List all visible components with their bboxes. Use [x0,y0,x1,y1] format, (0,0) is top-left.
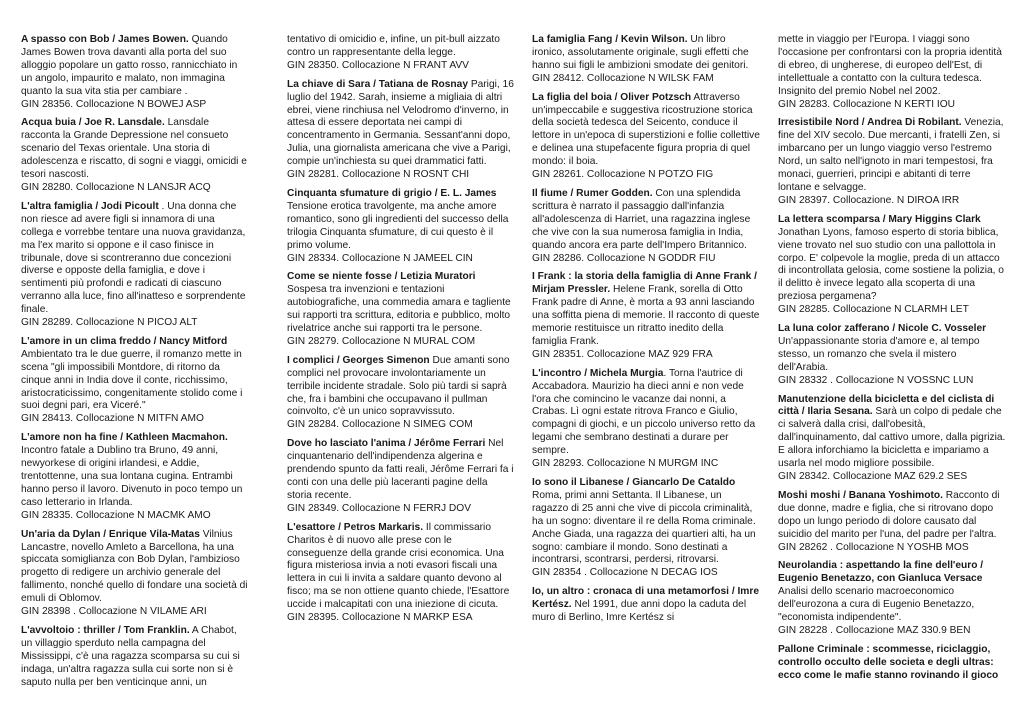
book-description: Nel cinquantenario dell'indipendenza algerina e prendendo spunto da fatti reali, Jérôme Ferrari fa i conti con una delle più laceranti pagine della storia recente. [287,438,514,501]
book-reference: GIN 28395. Collocazione N MARKP ESA [287,612,473,624]
book-reference: GIN 28279. Collocazione N MURAL COM [287,335,476,347]
book-description: Venezia, fine del XIV secolo. Due mercanti, i fratelli Zen, si imbarcano per un lungo viaggio verso l'estremo Nord, un salto nell'ignoto in mari tempestosi, fra monaci, guerrieri, principi e abitanti di terre lontane e selvagge. [778,117,1004,193]
book-description: . Una donna che non riesce ad avere figli si innamora di una collega e vorrebbe tentare una nuova gravidanza, ma l'ex marito si oppone e il caso finisce in tribunale, dove si scontreranno due concezioni diverse e opposte della famiglia, e dove i sentimenti più profondi e radicati di ciascuno verranno alla luce, fino all'inatteso e sorprendente finale. [21,200,246,316]
book-title: I complici / Georges Simenon [287,354,430,366]
book-description: Analisi dello scenario macroeconomico dell'eurozona a cura di Eugenio Benetazzo, "economista indipendente". [778,586,975,624]
book-entry [778,560,1006,637]
book-entry [21,529,249,619]
book-entry [287,355,515,432]
book-description: Vilnius Lancastre, novello Amleto a Barcellona, ha una spiccata somiglianza con Bob Dylan, l'ambizioso progetto di redigere un archivio generale del fallimento, nonché quello di fondare una società di emuli di Oblomov. [21,528,248,605]
book-description: Jonathan Lyons, famoso esperto di storia biblica, viene trovato nel suo studio con una pallottola in corpo. E' colpevole la moglie, preda di un attacco di incontrollata gelosia, come sostiene la polizia, o il delitto è invece legato alla scoperta di una preziosa pergamena? [778,226,1004,303]
book-title: L'esattore / Petros Markaris. [287,521,424,533]
book-reference: GIN 28285. Collocazione N CLARMH LET [778,304,969,316]
book-reference: GIN 28228 . Collocazione MAZ 330.9 BEN [778,624,971,636]
book-reference: GIN 28349. Collocazione N FERRJ DOV [287,502,472,514]
book-entry [778,644,1006,683]
book-reference: GIN 28342. Collocazione MAZ 629.2 SES [778,471,968,482]
book-title: Acqua buia / Joe R. Lansdale. [21,117,165,129]
book-title: Io, un altro : cronaca di una metamorfosi / Imre Kertész. [532,586,760,611]
book-description: Parigi, 16 luglio del 1942. Sarah, insieme a migliaia di altri ebrei, viene rinchiusa nel Velodromo d'inverno, in attesa di essere deportata nei campi di concentramento in Germania. Sessant'anni dopo, Julia, una giornalista americana che vive a Parigi, compie un'inchiesta su quei drammatici fatti. [287,78,514,168]
book-title: Irresistibile Nord / Andrea Di Robilant. [778,117,962,129]
book-description: Attraverso un'impeccabile e suggestiva ricostruzione storica della società tedesca del Seicento, conduce il lettore in un'epoca di superstizioni e follie collettive e delinea una stupefacente figura propria di quel mondo: il boia. [532,91,760,168]
book-entry [287,79,515,182]
book-reference: GIN 28332 . Collocazione N VOSSNC LUN [778,374,974,386]
book-description: Con una splendida scrittura è narrato il passaggio dall'infanzia all'adolescenza di Harriet, una ragazzina inglese che vive con la sua numerosa famiglia in India, quando ancora era parte dell'Impero Britannico. [532,187,751,251]
book-title: L'amore in un clima freddo / Nancy Mitford [21,335,228,347]
book-reference: GIN 28280. Collocazione N LANSJR ACQ [21,181,211,193]
book-entry [778,394,1006,484]
book-reference: GIN 28356. Collocazione N BOWEJ ASP [21,98,207,110]
book-reference: GIN 28261. Collocazione N POTZO FIG [532,169,714,181]
book-entry [21,34,249,111]
book-description: A Chabot, un villaggio sperduto nella campagna del Mississippi, c'è una ragazza scomparsa su cui si indaga, un'altra ragazza sulla cui sorte non si è saputo nulla per ben venticinque anni, un [21,624,240,688]
book-title: Io sono il Libanese / Giancarlo De Cataldo [532,477,736,488]
book-reference: GIN 28397. Collocazione. N DIROA IRR [778,194,960,206]
book-entry [532,271,760,361]
book-description: Lansdale racconta la Grande Depressione nel consueto scenario del Texas orientale. Una storia di adolescenza e riscatto, di sogni e viaggi, omicidi e tesori nascosti. [21,117,247,181]
book-title: Un'aria da Dylan / Enrique Vila-Matas [21,528,200,540]
book-reference: GIN 28351. Collocazione MAZ 929 FRA [532,348,713,360]
column-2 [287,34,515,631]
book-entry [778,34,1006,111]
book-title: L'altra famiglia / Jodi Picoult [21,200,159,212]
book-title: L'amore non ha fine / Kathleen Macmahon. [21,432,228,444]
book-description: Un libro ironico, assolutamente originale, sugli effetti che hanno sui figli le ambizioni smodate dei genitori. [532,34,749,71]
book-description: Quando James Bowen trova davanti alla porta del suo alloggio popolare un gatto rosso, rannicchiato in un angolo, impaurito e malato, non immagina quanto la sua vita stia per cambiare . [21,34,238,97]
book-title: La luna color zafferano / Nicole C. Vosseler [778,323,987,335]
book-title: Moshi moshi / Banana Yoshimoto. [778,489,943,501]
book-reference: GIN 28284. Collocazione N SIMEG COM [287,419,473,431]
book-entry [778,490,1006,555]
book-entry [287,438,515,515]
column-4 [778,34,1006,689]
book-reference: GIN 28412. Collocazione N WILSK FAM [532,72,714,84]
book-description: Due amanti sono complici nel provocare involontariamente un terribile incidente stradale. Solo più tardi si saprà che, fra i bambini che occupavano il pullman coinvolto, c'è un unico sopravvissuto. [287,354,510,418]
book-title: Il fiume / Rumer Godden. [532,187,653,199]
book-reference: GIN 28286. Collocazione N GODDR FIU [532,252,716,264]
book-entry [532,586,760,625]
book-entry [287,188,515,265]
book-entry [21,432,249,522]
book-reference: GIN 28350. Collocazione N FRANT AVV [287,59,469,71]
book-entry [287,271,515,348]
book-description: Helene Frank, sorella di Otto Frank padre di Anne, è morta a 93 anni lasciando una soffitta piena di memorie. Il racconto di queste memorie restituisce un ritratto inedito della famiglia Frank. [532,284,760,347]
book-reference: GIN 28289. Collocazione N PICOJ ALT [21,317,198,329]
book-description: Racconto di due donne, madre e figlia, che si ritrovano dopo dopo un lungo periodo di dolore causato dal suicidio del marito per l'una, del padre per l'altra. [778,489,1000,540]
book-entry [778,214,1006,317]
book-entry [532,34,760,86]
book-entry [532,188,760,265]
book-entry [287,34,515,73]
book-description: Incontro fatale a Dublino tra Bruno, 49 anni, newyorkese di origini irlandesi, e Addie, trentottenne, una sua lontana cugina. Entrambi hanno perso il lavoro. Divenuto in poco tempo un caso letterario in Irlanda. [21,445,243,508]
book-title: L'incontro / Michela Murgia [532,367,664,379]
book-entry [532,368,760,471]
book-title: Manutenzione della bicicletta e del ciclista di città / Ilaria Sesana. [778,393,995,418]
book-title: Neurolandia : aspettando la fine dell'euro / Eugenio Benetazzo, con Gianluca Versace [778,560,984,585]
book-description: tentativo di omicidio e, infine, un pit-bull aizzato contro un rappresentante della legge. [287,34,500,58]
book-description: Sarà un colpo di pedale che ci salverà dalla crisi, dall'obesità, dall'inquinamento, dal cattivo umore, dalla pigrizia. E allora inforchiamo la bicicletta e impariamo a usarla nel modo migliore possibile. [778,406,1006,470]
book-description: Il commissario Charitos è di nuovo alle prese con le conseguenze della grande crisi economica. Una figura misteriosa invia a noti evasori fiscali una lettera in cui li invita a saldare quanto devono al fisco; ma se non ottiene quanto chiede, l'Esattore uccide i malcapitati con una iniezione di cicuta. [287,521,510,611]
book-title: A spasso con Bob / James Bowen. [21,34,189,45]
book-description: Ambientato tra le due guerre, il romanzo mette in scena "gli impossibili Montdore, di ritorno da cinque anni in India dove il conte, ricchissimo, aristocraticissimo, congenitamente stolido come i suoi degni pari, era Viceré." [21,348,243,412]
book-title: Cinquanta sfumature di grigio / E. L. James [287,187,497,199]
book-title: Dove ho lasciato l'anima / Jérôme Ferrari [287,438,486,450]
book-title: La figlia del boia / Oliver Potzsch [532,91,692,103]
book-title: I Frank : la storia della famiglia di Anne Frank / Mirjam Pressler. [532,271,757,296]
book-title: La chiave di Sara / Tatiana de Rosnay [287,78,468,90]
book-reference: GIN 28354 . Collocazione N DECAG IOS [532,567,718,579]
book-description: Nel 1991, due anni dopo la caduta del muro di Berlino, Imre Kertész si [532,599,747,624]
book-description: Roma, primi anni Settanta. Il Libanese, un ragazzo di 25 anni che vive di piccola criminalità, ha un sogno: diventare il re della Roma criminale. Anche Giada, una ragazza dei quartieri alti, ha un sogno: cambiare il mondo. Sono destinati a incontrarsi, scontrarsi, perdersi, ritrovarsi. [532,489,756,566]
book-reference: GIN 28398 . Collocazione N VILAME ARI [21,606,207,618]
book-description: Sospesa tra invenzioni e tentazioni autobiografiche, una commedia amara e tagliente sui rapporti tra scrittura, editoria e pubblico, molto rivelatrice anche sui rapporti tra le persone. [287,284,511,335]
book-title: Come se niente fosse / Letizia Muratori [287,271,476,283]
book-description: Tensione erotica travolgente, ma anche amore romantico, sono gli ingredienti del successo della trilogia Cinquanta sfumature, di cui questo è il primo volume. [287,200,509,251]
book-title: Pallone Criminale : scommesse, riciclaggio, controllo occulto delle societa e degli ultras: ecco come le mafie stanno rovinando il gioco [778,643,999,681]
book-reference: GIN 28335. Collocazione N MACMK AMO [21,509,211,521]
book-entry [21,625,249,690]
column-1 [21,34,249,696]
book-entry [21,336,249,426]
book-description: mette in viaggio per l'Europa. I viaggi sono l'occasione per confrontarsi con la propria identità di ebreo, di ungherese, di europeo dell'Est, di intellettuale a contatto con la cultura tedesca. Insignito del premio Nobel nel 2002. [778,34,1002,97]
book-entry [21,117,249,194]
book-title: La famiglia Fang / Kevin Wilson. [532,34,688,45]
book-reference: GIN 28293. Collocazione N MURGM INC [532,458,719,470]
book-description: Un'appassionante storia d'amore e, al tempo stesso, un romanzo che svela il mistero dell'Arabia. [778,335,980,373]
book-entry [778,323,1006,388]
book-entry [778,117,1006,207]
book-description: . Torna l'autrice di Accabadora. Maurizio ha dieci anni e non vede l'ora che comincino le vacanze dai nonni, a Crabas. Lì ogni estate ritrova Franco e Giulio, compagni di giochi, e un piccolo universo retto da legami che sembrano destinati a durare per sempre. [532,367,756,457]
book-entry [532,477,760,580]
book-reference: GIN 28283. Collocazione N KERTI IOU [778,98,956,110]
book-entry [287,522,515,625]
book-title: La lettera scomparsa / Mary Higgins Clark [778,213,981,225]
column-3 [532,34,760,631]
book-title: L'avvoltoio : thriller / Tom Franklin. [21,624,190,636]
book-entry [21,201,249,330]
book-reference: GIN 28281. Collocazione N ROSNT CHI [287,169,470,181]
book-reference: GIN 28262 . Collocazione N YOSHB MOS [778,541,969,553]
book-reference: GIN 28413. Collocazione N MITFN AMO [21,413,204,425]
book-reference: GIN 28334. Collocazione N JAMEEL CIN [287,252,473,264]
book-entry [532,92,760,182]
